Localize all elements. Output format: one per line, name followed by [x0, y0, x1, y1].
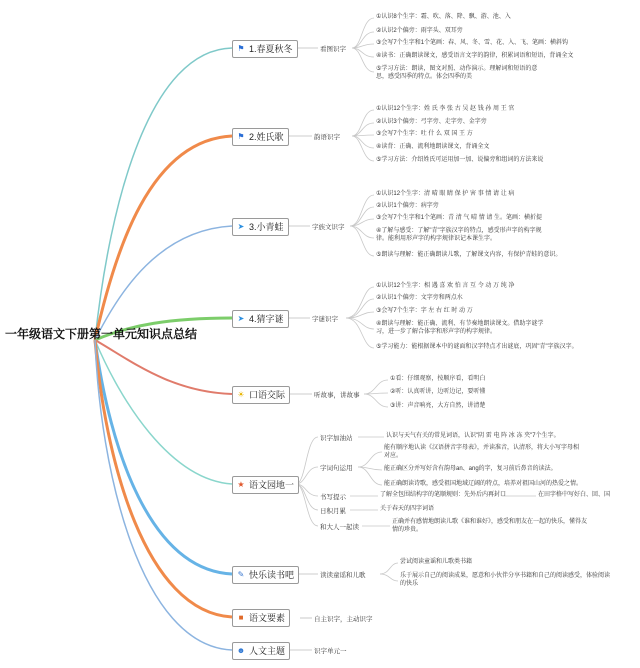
- subtopic-label: 字族文识字: [312, 224, 345, 231]
- topic-label: 4.猜字谜: [249, 314, 284, 324]
- leaf-text: ⑤学习方法：介绍姓氏可运用加一加、说偏旁和组词的方法来说: [376, 157, 544, 163]
- subtopic-label: 读读童谣和儿歌: [320, 572, 366, 579]
- leaf-text: 能正确区分并写好含有韵母an、ang的字，复习前后鼻音的读法。: [384, 466, 557, 472]
- leaf-text: ②认识1个偏旁：病字旁: [376, 203, 439, 209]
- topic-node-1[interactable]: [232, 40, 298, 58]
- leaf-text: ③讲：声音响亮，大方自然，讲清楚: [390, 403, 486, 409]
- leaf-text: 正确并有感情地朗读儿歌《谁和谁好》，感受和朋友在一起的快乐，懂得友情的珍贵。: [392, 519, 588, 533]
- leaf-text: 认识与天气有关的常见词语，认识"阴 雷 电 阵 冰 冻 夹"7个生字。: [386, 433, 560, 439]
- leaf-text: 尝试阅读童谣和儿歌类书籍: [400, 559, 473, 565]
- topic-node-4[interactable]: [232, 310, 289, 328]
- leaf-text: ③会写7个生字：字 左 右 红 时 动 万: [376, 308, 473, 314]
- topic-node-8[interactable]: [232, 609, 290, 627]
- topic-label: 1.春夏秋冬: [249, 44, 293, 54]
- subtopic-label: 日积月累: [320, 508, 346, 515]
- subtopic-label: 识字单元一: [314, 648, 347, 655]
- topic-label: 3.小青蛙: [249, 222, 284, 232]
- topic-label: 口语交际: [249, 390, 286, 400]
- subtopic-label: 韵语识字: [314, 134, 340, 141]
- subtopic-label: 听故事，讲故事: [314, 392, 360, 399]
- leaf-text: ④读背：正确、流利地朗读课文，背诵全文: [376, 144, 490, 150]
- topic-label: 语文园地一: [249, 480, 295, 490]
- paper-plane-icon: ➤: [237, 222, 245, 231]
- leaf-text: ①认识12个生字：姓 氏 李 张 古 吴 赵 钱 孙 周 王 官: [376, 106, 515, 112]
- leaf-text: 能正确朗读诗歌，感受祖国地域辽阔的特点，培养对祖国山河的热爱之情。: [384, 481, 583, 487]
- leaf-text: ②认识1个偏旁：文字旁和两点水: [376, 295, 463, 301]
- subtopic-label: 自主识字，主动识字: [314, 616, 373, 623]
- topic-node-9[interactable]: [232, 642, 290, 660]
- paper-plane-icon: ➤: [237, 314, 245, 323]
- leaf-text: 了解全包围结构字的笔顺规则：先外后内再封口: [380, 492, 507, 498]
- leaf-text: ④朗读与理解：能正确、流利、有节奏地朗读课文。借助字谜学习，进一步了解合体字和形声字的构字规律。: [376, 321, 544, 335]
- leaf-text: ③会写7个生字和1个笔画：春、风、冬、雪、花、入、飞、笔画：横斜钩: [376, 40, 569, 46]
- leaf-text: ①认识12个生字：相 遇 喜 欢 怕 言 互 令 动 万 纯 净: [376, 283, 515, 289]
- topic-label: 快乐读书吧: [249, 570, 295, 580]
- star-icon: ★: [237, 480, 245, 489]
- leaf-text: 乐于展示自己的阅读成果，愿意和小伙伴分享书籍和自己的阅读感受，体验阅读的快乐: [400, 573, 611, 587]
- topic-label: 人文主题: [249, 646, 286, 656]
- leaf-text: ②认识2个偏旁：雨字头、双耳旁: [376, 28, 463, 34]
- package-icon: ■: [238, 613, 244, 622]
- topic-node-7[interactable]: [232, 566, 299, 584]
- topic-node-2[interactable]: [232, 128, 289, 146]
- leaf-text: ①认识12个生字：清 晴 眼 睛 保 护 害 事 情 请 让 病: [376, 191, 515, 197]
- people-icon: ☻: [236, 646, 246, 655]
- leaf-text: ⑤朗读与理解：能正确朗读儿歌，了解课文内容，有保护青蛙的意识。: [376, 252, 562, 258]
- subtopic-label: 字词句运用: [320, 465, 353, 472]
- leaf-text: ①认识8个生字：霜、吹、落、降、飘、游、池、入: [376, 14, 511, 20]
- leaf-text: ②听：认真听讲，边听边记，要听懂: [390, 389, 486, 395]
- root-title: 一年级语文下册第一单元知识点总结: [5, 327, 198, 341]
- subtopic-label: 识字加油站: [320, 435, 353, 442]
- subtopic-label: 字谜识字: [312, 316, 338, 323]
- leaf-text: 关于春天的四字词语: [380, 506, 435, 512]
- leaf-text: ④读书：正确朗读课文，感受语言文字的韵律，积累词语和短语，背诵全文: [376, 53, 574, 59]
- topic-node-5[interactable]: [232, 386, 290, 404]
- leaf-text: ④了解与感受：了解"青"字族汉字的特点，感受形声字的构字规律。能利用形声字的构字规律识记本课生字。: [376, 228, 542, 242]
- notepad-icon: ✎: [237, 570, 245, 579]
- lightbulb-icon: ☀: [237, 390, 245, 399]
- topic-label: 2.姓氏歌: [249, 132, 284, 142]
- leaf-text: ⑤学习方法：朗读，图文对照、动作演示。理解词和短语的意思，感受四季的特点。体会四季的美: [376, 66, 538, 80]
- topic-label: 语文要素: [249, 613, 286, 623]
- subtopic-label: 书写提示: [320, 494, 346, 501]
- leaf-text: ⑤学习能力：能根据课本中的谜面和汉字特点才出谜底，巩固"青"字族汉字。: [376, 344, 578, 350]
- leaf-text: ③会写7个生字：吐 什 么 双 国 王 方: [376, 131, 473, 137]
- flag-icon: ⚑: [237, 132, 245, 141]
- topic-node-3[interactable]: [232, 218, 289, 236]
- subtopic-label: 和大人一起读: [320, 524, 359, 531]
- leaf-text: 在田字格中写好白、回、国: [538, 492, 611, 498]
- leaf-text: ①看：仔细观察，按顺序看，看明白: [390, 376, 486, 382]
- leaf-text: ②认识3个偏旁：弓字旁、走字旁、金字旁: [376, 119, 487, 125]
- leaf-text: ③会写7个生字和1个笔画：青 清 气 晴 情 请 生。笔画：横折提: [376, 215, 543, 221]
- subtopic-label: 看图识字: [320, 46, 346, 53]
- flag-icon: ⚑: [237, 44, 245, 53]
- leaf-text: 能有顺序地认读《汉语拼音字母表》，并读准音，认清形，将大小写字母相对应。: [384, 445, 580, 459]
- topic-node-6[interactable]: [232, 476, 299, 494]
